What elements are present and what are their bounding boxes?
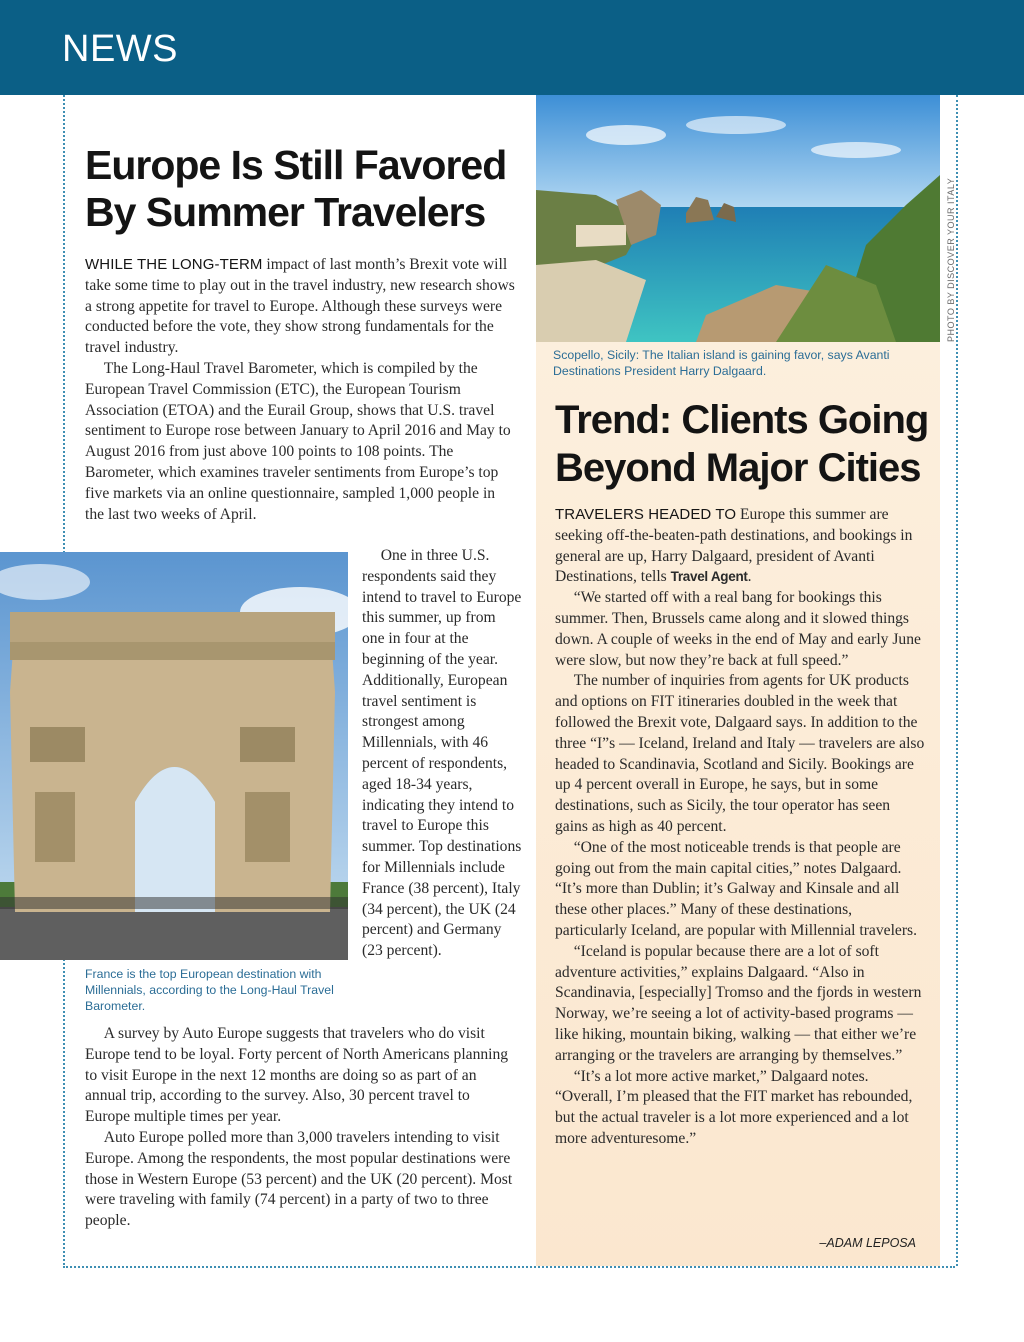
sicily-photo-caption: Scopello, Sicily: The Italian island is gaining favor, says Avanti Destinations President Harry Dalgaard. [553,348,890,378]
travel-agent-brand: Travel Agent [670,569,748,585]
left-article-body-top [85,255,515,525]
right-article-lead [555,505,925,588]
right-article-title: Trend: Clients Going Beyond Major Cities [555,398,929,490]
left-article-lead [85,255,515,359]
right-article-paragraph: “Iceland is popular because there are a lot of soft adventure activities,” explains Dalgaard. “Also in Scandinavia, [especially] Tromso and the fjords in western Norway, we’re seeing a lot of activity-based programs — like hiking, mountain biking, walking — that either we’re arranging or the travelers are arranging by themselves.” [555,942,922,1064]
section-label: NEWS [62,28,178,70]
left-article-paragraph: Auto Europe polled more than 3,000 travelers intending to visit Europe. Among the respondents, the most popular destinations were those in Western Europe (53 percent) and the UK (20 percent). Most were traveling with family (74 percent) in a party of two to three people. [85,1128,513,1230]
photo-credit: PHOTO BY DISCOVER YOUR ITALY [946,177,956,342]
dotted-border-bottom [63,1266,955,1268]
right-article-body [555,505,925,1150]
right-lead-caps: TRAVELERS HEADED TO [555,506,737,523]
right-article-paragraph: The number of inquiries from agents for UK products and options on FIT itineraries doubled in the week that followed the Brexit vote, Dalgaard says. In addition to the three “I”s — Iceland, Ireland and Italy — travelers are also headed to Scandinavia, Scotland and Sicily. Bookings are up 4 percent overall in Europe, he says, but in some destinations, such as Sicily, the tour operator has seen gains as high as 40 percent. [555,672,925,835]
left-article-paragraph: The Long-Haul Travel Barometer, which is compiled by the European Travel Commission (ETC), the European Tourism Association (ETOA) and the Eurail Group, shows that U.S. travel sentiment to Europe rose between January to April 2016 and May to August 2016 from just above 100 points to 108 points. The Barometer, which examines traveler sentiments from Europe’s top five markets via an online questionnaire, sampled 1,000 people in the last two weeks of April. [85,359,511,523]
dotted-border-right [956,95,958,1266]
arc-photo-caption: France is the top European destination with Millennials, according to the Long-Haul Travel Barometer. [85,967,334,1013]
right-article-paragraph: “One of the most noticeable trends is that people are going out from the main capital cities,” notes Dalgaard. “It’s more than Dublin; it’s Galway and Kinsale and all these other places.” Many of these destinations, particularly Iceland, are popular with Millennial travelers. [555,838,917,939]
section-header-bar [0,0,1024,95]
arc-de-triomphe-photo [0,552,348,960]
left-article-paragraph: A survey by Auto Europe suggests that travelers who do visit Europe tend to be loyal. Forty percent of North Americans planning to visit Europe in the next 12 months are doing so as part of an annual trip, according to the survey. Also, 30 percent travel to Europe multiple times per year. [85,1025,509,1126]
left-lead-rest: impact of last month’s Brexit vote will take some time to play out in the travel industry, new research shows a strong appetite for travel to Europe. Although these surveys were conducted before the vote, they show strong fundamentals for the travel industry. [85,256,515,357]
right-article-paragraph: “It’s a lot more active market,” Dalgaard notes. “Overall, I’m pleased that the FIT market has rebounded, but the actual traveler is a lot more experienced and a lot more adventuresome.” [555,1067,913,1147]
author-byline: –ADAM LEPOSA [819,1236,916,1250]
left-article-paragraph: One in three U.S. respondents said they intend to travel to Europe this summer, up from one in four at the beginning of the year. Additionally, European travel sentiment is strongest among Millennials, with 46 percent of respondents, aged 18-34 years, indicating they intend to travel to Europe this summer. Top destinations for Millennials include France (38 percent), Italy (34 percent), the UK (24 percent) and Germany (23 percent). [362,547,522,960]
scopello-sicily-photo [536,95,940,342]
right-lead-rest: Europe this summer are seeking off-the-beaten-path destinations, and bookings in general are up, Harry Dalgaard, president of Avanti Destinations, tells [555,506,913,586]
left-article-title: Europe Is Still Favored By Summer Travelers [85,142,507,235]
left-article-body-narrow [362,546,522,962]
left-article-body-bottom [85,1024,515,1232]
left-lead-caps: WHILE THE LONG-TERM [85,256,263,273]
right-article-paragraph: “We started off with a real bang for bookings this summer. Then, Brussels came along and it slowed things down. A couple of weeks in the end of May and early June were slow, but now they’re back at full speed.” [555,589,921,669]
right-lead-end: . [747,568,752,586]
